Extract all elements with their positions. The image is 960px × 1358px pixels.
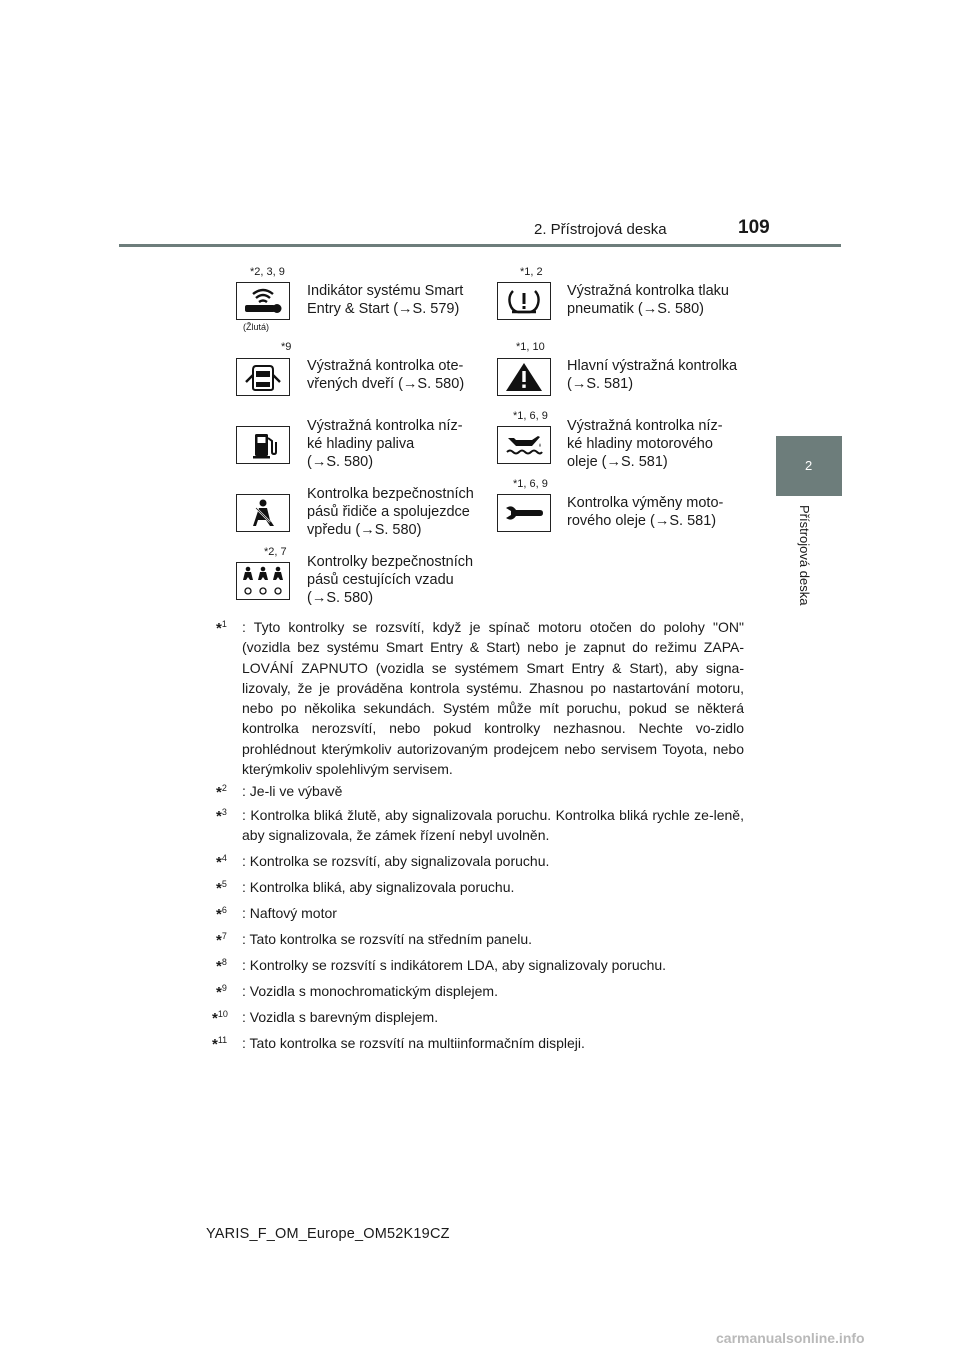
smart-entry-icon <box>236 282 290 320</box>
footnote-mark: *$^3$ <box>216 807 227 825</box>
footnote-text: : Kontrolka bliká žlutě, aby signalizovala poruchu. Kontrolka bliká rychle ze-leně, aby signalizovala, že zámek řízení nebyl uvolněn. <box>242 807 744 844</box>
footnote-item <box>212 1033 740 1053</box>
chapter-number: 2 <box>805 458 813 473</box>
indicator-description: Výstražná kontrolka níz- ké hladiny motorového oleje (→S. 581) <box>567 418 723 470</box>
page-number: 109 <box>738 217 770 238</box>
footnote-ref: *1, 10 <box>516 341 545 353</box>
open-door-icon <box>236 358 290 396</box>
footnote-mark: *$^{10}$ <box>212 1009 228 1027</box>
footnote-ref: *1, 2 <box>520 266 543 278</box>
footnote-item <box>216 903 744 923</box>
footnote-mark: *$^1$ <box>216 619 227 637</box>
footnote-ref: *1, 6, 9 <box>513 478 548 490</box>
color-note: (Žlutá) <box>243 322 270 332</box>
footnote-text: : Vozidla s barevným displejem. <box>242 1009 439 1025</box>
oil-level-icon <box>497 426 551 464</box>
footnote-text: : Tyto kontrolky se rozsvítí, když je spínač motoru otočen do polohy "ON" (vozidla bez systému Smart Entry & Start) nebo je zapnut do režimu ZAPA-LOVÁNÍ ZAPNUTO (vozidla se systémem Smart Entry & Start), aby signa-lizovaly, že je prováděna kontrola systému. Zhasnou po nastartování motoru, nebo po několika sekundách. Systém může mít poruchu, pokud se některá kontrolka nerozsvítí, nebo pokud kontrolky nezhasnou. Nechte vo-zidlo prohlédnout kterýmkoliv autorizovaným prodejcem nebo servisem Toyota, nebo kterýmkoliv spolehlivým servisem. <box>242 619 744 778</box>
footnote-item <box>216 617 744 779</box>
header-rule <box>119 244 841 247</box>
indicator-description: Kontrolka bezpečnostních pásů řidiče a spolujezdce vpředu (→S. 580) <box>307 486 474 538</box>
footnote-mark: *$^6$ <box>216 905 227 923</box>
footnote-item <box>216 877 744 897</box>
indicator-description: Hlavní výstražná kontrolka (→S. 581) <box>567 358 738 392</box>
footnote-ref: *2, 3, 9 <box>250 266 285 278</box>
footnote-ref: *1, 6, 9 <box>513 410 548 422</box>
footnote-mark: *$^4$ <box>216 853 227 871</box>
indicator-description: Výstražná kontrolka tlaku pneumatik (→S. 580) <box>567 283 729 317</box>
fuel-icon <box>236 426 290 464</box>
rear-seatbelt-icon <box>236 562 290 600</box>
footnote-text: : Vozidla s monochromatickým displejem. <box>242 983 498 999</box>
footnote-mark: *$^7$ <box>216 931 227 949</box>
footnote-mark: *$^{11}$ <box>212 1035 228 1053</box>
footnote-text: : Kontrolky se rozsvítí s indikátorem LDA, aby signalizovaly poruchu. <box>242 957 667 973</box>
seatbelt-icon <box>236 494 290 532</box>
tire-pressure-icon <box>497 282 551 320</box>
indicator-description: Kontrolky bezpečnostních pásů cestujících vzadu (→S. 580) <box>307 554 474 606</box>
footnote-item <box>216 981 744 1001</box>
footnote-text: : Tato kontrolka se rozsvítí na multiinformačním displeji. <box>242 1035 585 1051</box>
indicator-description: Kontrolka výměny moto- rového oleje (→S. 581) <box>567 495 724 529</box>
chapter-label: Přístrojová deska <box>797 505 812 606</box>
watermark: carmanualsonline.info <box>716 1330 865 1346</box>
indicator-description: Výstražná kontrolka níz- ké hladiny paliva (→S. 580) <box>307 418 463 470</box>
footnote-ref: *9 <box>281 341 292 353</box>
footnote-text: : Je-li ve výbavě <box>242 783 343 799</box>
footnote-item <box>212 1007 740 1027</box>
footnote-mark: *$^2$ <box>216 783 227 801</box>
indicator-description: Výstražná kontrolka ote- vřených dveří (→S. 580) <box>307 358 465 392</box>
footnote-mark: *$^5$ <box>216 879 227 897</box>
footnote-text: : Kontrolka bliká, aby signalizovala poruchu. <box>242 879 515 895</box>
chapter-tab <box>776 436 842 496</box>
document-id: YARIS_F_OM_Europe_OM52K19CZ <box>206 1226 450 1242</box>
footnote-item <box>216 929 744 949</box>
footnote-item <box>216 955 744 975</box>
footnote-item <box>216 781 744 801</box>
oil-change-wrench-icon <box>497 494 551 532</box>
section-title: 2. Přístrojová deska <box>534 221 667 238</box>
footnote-item <box>216 851 744 871</box>
footnote-mark: *$^9$ <box>216 983 227 1001</box>
footnote-text: : Naftový motor <box>242 905 337 921</box>
footnote-text: : Kontrolka se rozsvítí, aby signalizovala poruchu. <box>242 853 550 869</box>
master-warning-icon <box>497 358 551 396</box>
indicator-description: Indikátor systému Smart Entry & Start (→S. 579) <box>307 283 464 317</box>
footnote-text: : Tato kontrolka se rozsvítí na středním panelu. <box>242 931 533 947</box>
footnote-mark: *$^8$ <box>216 957 227 975</box>
footnote-item <box>216 805 744 846</box>
footnote-ref: *2, 7 <box>264 546 287 558</box>
